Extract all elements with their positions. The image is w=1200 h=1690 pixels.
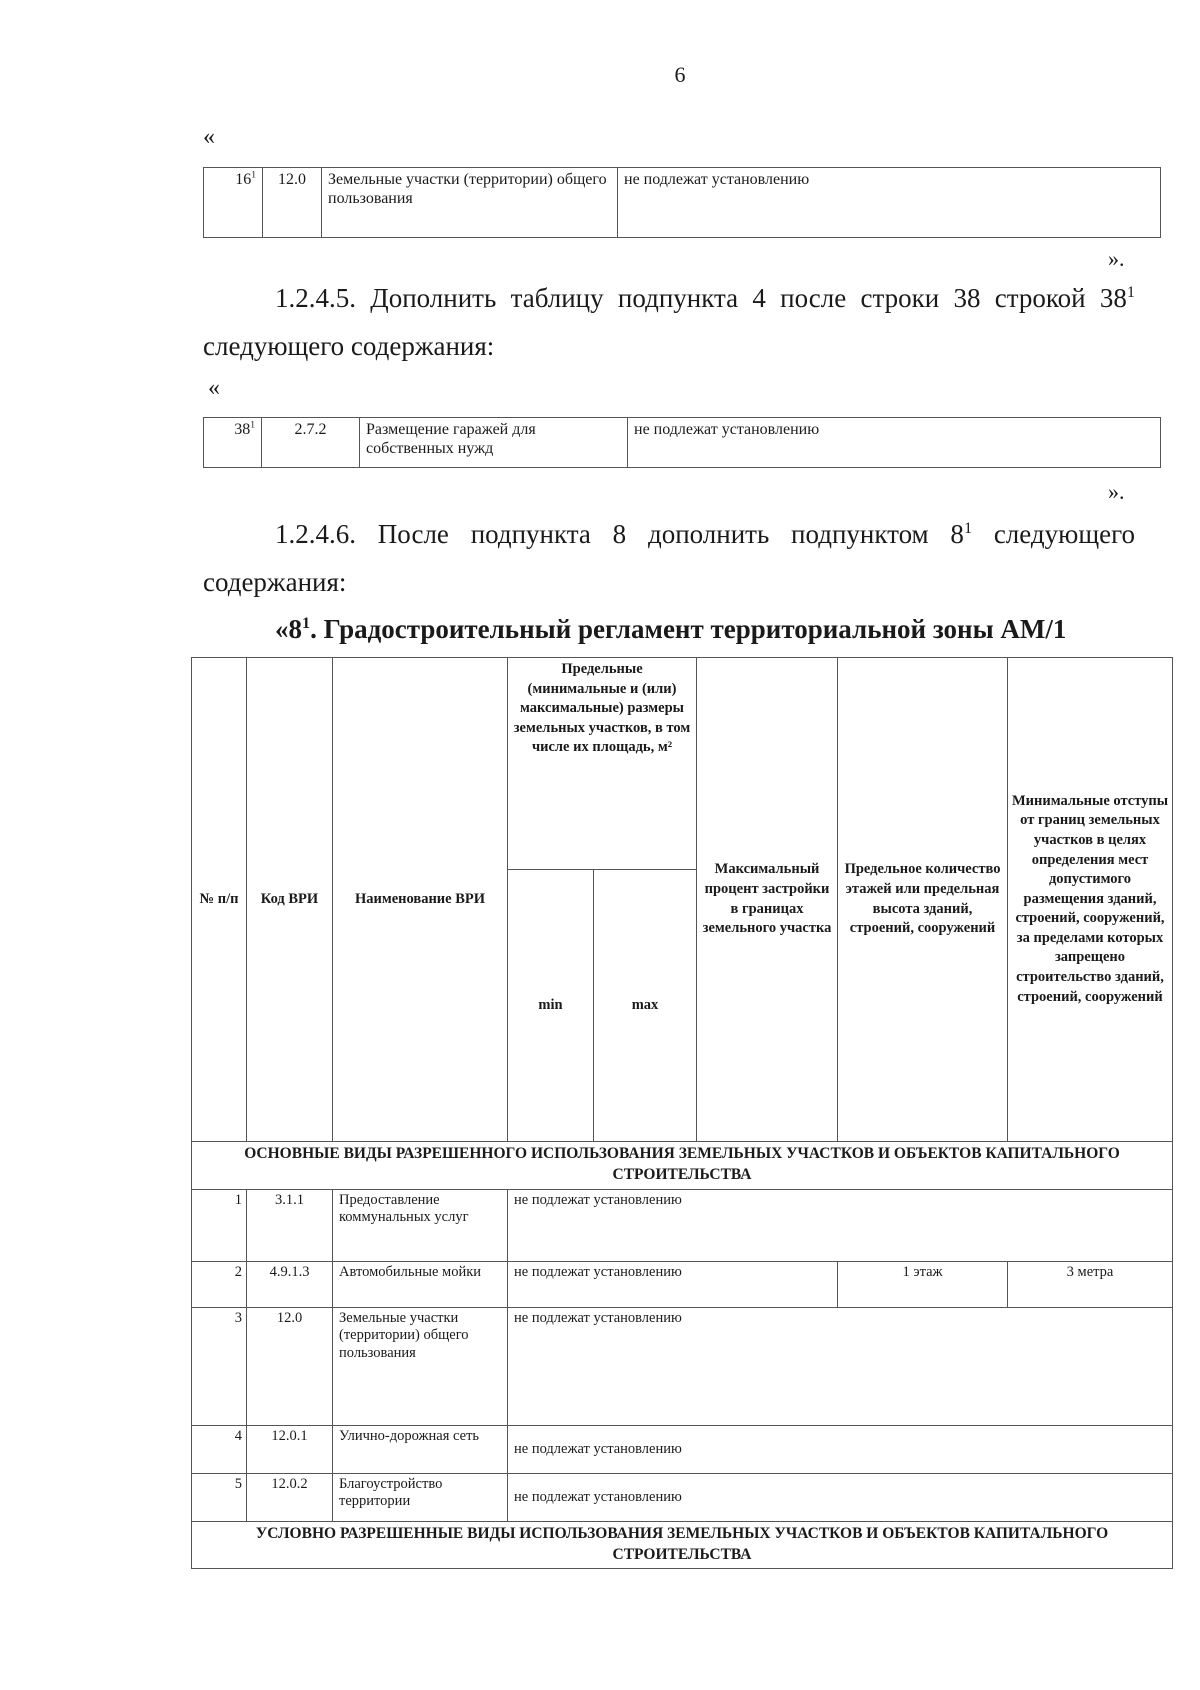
cell-name: Предоставление коммунальных услуг	[333, 1190, 508, 1262]
closing-quote-2: ».	[1108, 479, 1125, 504]
section-main-uses: ОСНОВНЫЕ ВИДЫ РАЗРЕШЕННОГО ИСПОЛЬЗОВАНИЯ ЗЕМЕЛЬНЫХ УЧАСТКОВ И ОБЪЕКТОВ КАПИТАЛЬНОГО СТРОИТЕЛЬСТВА	[192, 1142, 1173, 1190]
header-setbacks: Минимальные отступы от границ земельных участков в целях определения мест допустимого размещения зданий, строений, сооружений, за пределами которых запрещено строительство зданий, строений, сооружений	[1008, 658, 1173, 1142]
cell-value: не подлежат установлению	[508, 1474, 1173, 1522]
cell-value: не подлежат установлению	[508, 1308, 1173, 1426]
cell-num: 4	[192, 1426, 247, 1474]
section-conditional-uses: УСЛОВНО РАЗРЕШЕННЫЕ ВИДЫ ИСПОЛЬЗОВАНИЯ ЗЕМЕЛЬНЫХ УЧАСТКОВ И ОБЪЕКТОВ КАПИТАЛЬНОГО СТРОИТЕЛЬСТВА	[192, 1522, 1173, 1569]
cell-value: не подлежат установлению	[508, 1262, 838, 1308]
header-code: Код ВРИ	[247, 658, 333, 1142]
cell-num: 5	[192, 1474, 247, 1522]
table-row	[192, 1474, 1173, 1522]
closing-quote: ».	[1108, 246, 1125, 271]
paragraph-1245-cont: следующего содержания:	[203, 331, 495, 361]
cell-name: Улично-дорожная сеть	[333, 1426, 508, 1474]
row-value: не подлежат установлению	[618, 168, 1161, 238]
cell-code: 3.1.1	[247, 1190, 333, 1262]
cell-setback: 3 метра	[1008, 1262, 1173, 1308]
page-number: 6	[674, 62, 686, 87]
cell-num: 3	[192, 1308, 247, 1426]
cell-num: 2	[192, 1262, 247, 1308]
cell-code: 12.0.2	[247, 1474, 333, 1522]
insert-table-16	[203, 167, 1161, 238]
cell-name: Земельные участки (территории) общего пользования	[333, 1308, 508, 1426]
header-sizes: Предельные (минимальные и (или) максимальные) размеры земельных участков, в том числе их площадь, м²	[508, 658, 697, 870]
row-name: Размещение гаражей для собственных нужд	[360, 418, 628, 468]
table-row	[192, 1426, 1173, 1474]
paragraph-1245: 1.2.4.5. Дополнить таблицу подпункта 4 после строки 38 строкой $38^1$	[275, 283, 1135, 313]
cell-num: 1	[192, 1190, 247, 1262]
regulation-table	[191, 657, 1173, 1569]
section-title: «$8^1$. Градостроительный регламент территориальной зоны АМ/1	[275, 614, 1067, 644]
cell-value: не подлежат установлению	[508, 1426, 1173, 1474]
row-name: Земельные участки (территории) общего пользования	[322, 168, 618, 238]
paragraph-1246: 1.2.4.6. После подпункта 8 дополнить подпунктом $8^1$ следующего	[275, 519, 1135, 549]
header-floors: Предельное количество этажей или предельная высота зданий, строений, сооружений	[838, 658, 1008, 1142]
header-percent: Максимальный процент застройки в границах земельного участка	[697, 658, 838, 1142]
cell-name: Автомобильные мойки	[333, 1262, 508, 1308]
table-row	[192, 1190, 1173, 1262]
row-code: 2.7.2	[262, 418, 360, 468]
insert-table-38	[203, 417, 1161, 468]
table-row	[192, 1308, 1173, 1426]
table-row	[192, 1262, 1173, 1308]
paragraph-1246-cont: содержания:	[203, 567, 347, 597]
header-num: № п/п	[192, 658, 247, 1142]
row-value: не подлежат установлению	[628, 418, 1161, 468]
cell-value: не подлежат установлению	[508, 1190, 1173, 1262]
header-min: min	[508, 870, 594, 1142]
cell-name: Благоустройство территории	[333, 1474, 508, 1522]
header-max: max	[594, 870, 697, 1142]
row-code: 12.0	[263, 168, 322, 238]
row-number: $38^1$	[204, 418, 262, 468]
row-number: $16^1$	[204, 168, 263, 238]
opening-quote: «	[203, 124, 215, 150]
cell-code: 12.0.1	[247, 1426, 333, 1474]
cell-code: 12.0	[247, 1308, 333, 1426]
opening-quote-2: «	[208, 375, 220, 401]
cell-floors: 1 этаж	[838, 1262, 1008, 1308]
header-name: Наименование ВРИ	[333, 658, 508, 1142]
cell-code: 4.9.1.3	[247, 1262, 333, 1308]
